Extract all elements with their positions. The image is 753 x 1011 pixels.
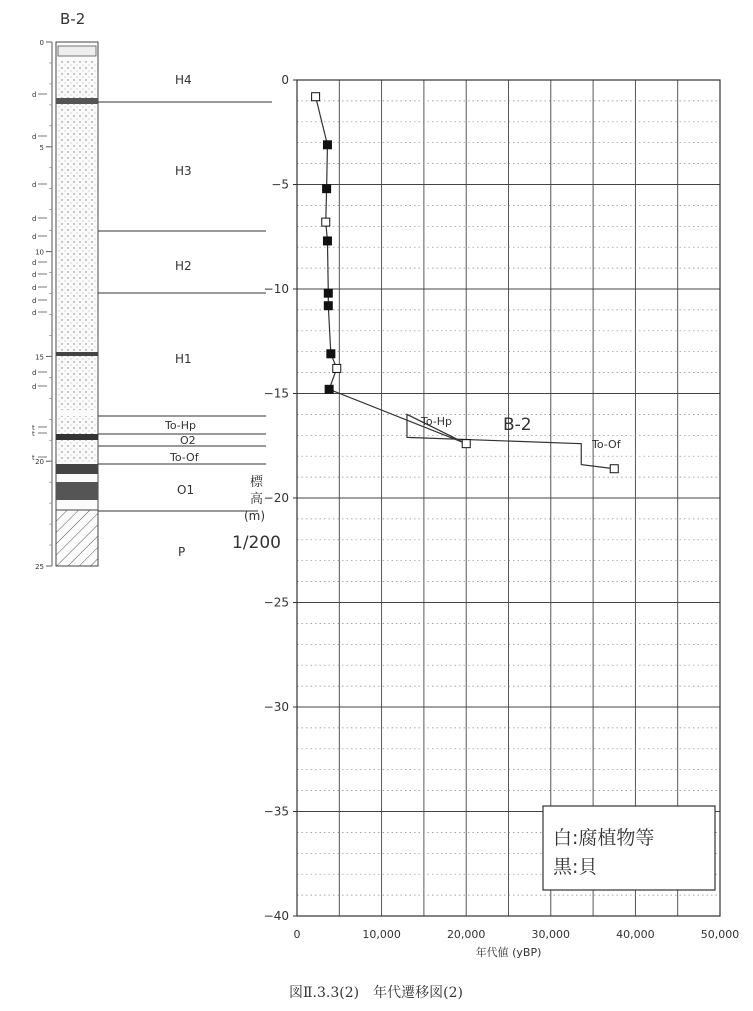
sample-mark-label: d [32, 297, 37, 305]
sample-mark-label: t [32, 430, 35, 438]
layer-label-to-hp: To-Hp [165, 419, 197, 432]
y-tick-label: −20 [263, 491, 289, 505]
y-axis-label-1: 標 [250, 475, 264, 490]
sample-mark-label: d [32, 271, 37, 279]
chart-title: B-2 [503, 415, 532, 435]
data-point-humus [312, 93, 320, 101]
sample-mark-label: d [32, 309, 37, 317]
depth-tick-label: 10 [35, 248, 44, 257]
y-tick-label: −35 [263, 804, 289, 819]
layer-label-h3: H3 [175, 164, 192, 178]
x-tick-label: 20,000 [446, 928, 486, 941]
depth-tick-label: 25 [35, 563, 44, 571]
y-tick-label: −30 [263, 700, 289, 714]
data-point-humus [322, 218, 330, 226]
x-tick-label: 50,000 [700, 928, 740, 941]
sample-mark-label: d [32, 91, 37, 99]
legend-white: 白:腐植物等 [553, 827, 655, 849]
sample-mark-label: d [32, 233, 37, 241]
layer-label-h2: H2 [175, 259, 192, 273]
y-axis-label-3: (m) [244, 509, 266, 523]
sample-mark-label: t [32, 424, 35, 432]
y-tick-label: 0 [281, 73, 289, 87]
layer-label-h1: H1 [175, 352, 192, 366]
sample-mark-label: d [32, 383, 37, 391]
x-axis-label: 年代値 (yBP) [475, 946, 542, 959]
layer-label-o2: O2 [180, 434, 196, 447]
sample-mark-label: d [32, 369, 37, 377]
y-tick-label: −25 [263, 595, 289, 610]
sample-mark-label: d [32, 215, 37, 223]
scale-label: 1/200 [232, 533, 281, 553]
data-point-shell [324, 289, 332, 297]
borehole-column-log [32, 10, 281, 571]
annotation-to-of: To-Of [592, 438, 621, 451]
data-point-humus [333, 364, 341, 372]
annotation-to-hp: To-Hp [421, 415, 453, 428]
y-tick-label: −15 [263, 386, 289, 401]
data-point-humus [462, 440, 470, 448]
x-tick-label: 10,000 [362, 928, 401, 941]
sample-mark-label: t [32, 454, 35, 462]
data-point-shell [323, 237, 331, 245]
layer-label-to-of: To-Of [170, 451, 199, 464]
sample-mark-label: d [32, 133, 37, 141]
x-tick-label: 30,000 [531, 928, 571, 941]
y-axis-label-2: 高 [250, 492, 264, 507]
x-tick-label: 0 [293, 928, 301, 941]
age-elevation-chart [264, 73, 740, 959]
layer-label-h4: H4 [175, 73, 192, 87]
data-point-shell [327, 350, 335, 358]
y-tick-label: −10 [263, 282, 289, 296]
x-tick-label: 40,000 [616, 928, 655, 941]
y-tick-label: −40 [263, 909, 289, 923]
depth-tick-label: 5 [39, 143, 44, 152]
sample-mark-label: d [32, 259, 37, 267]
depth-tick-label: 15 [35, 353, 44, 362]
data-point-shell [323, 185, 331, 193]
legend-box [543, 806, 715, 890]
layer-label-p: P [178, 545, 186, 559]
depth-tick-label: 0 [39, 39, 44, 47]
data-point-shell [325, 385, 333, 393]
sample-mark-label: d [32, 181, 37, 189]
data-point-humus [610, 465, 618, 473]
borehole-title: B-2 [60, 10, 86, 28]
figure-caption: 図Ⅱ.3.3(2) 年代遷移図(2) [289, 985, 463, 1001]
depth-tick-label: 20 [35, 458, 44, 467]
data-point-shell [324, 302, 332, 310]
series-line [316, 97, 615, 469]
layer-label-o1: O1 [177, 483, 195, 497]
legend-black: 黒:貝 [553, 856, 598, 878]
sample-mark-label: d [32, 284, 37, 292]
y-tick-label: −5 [271, 177, 289, 192]
data-point-shell [323, 141, 331, 149]
